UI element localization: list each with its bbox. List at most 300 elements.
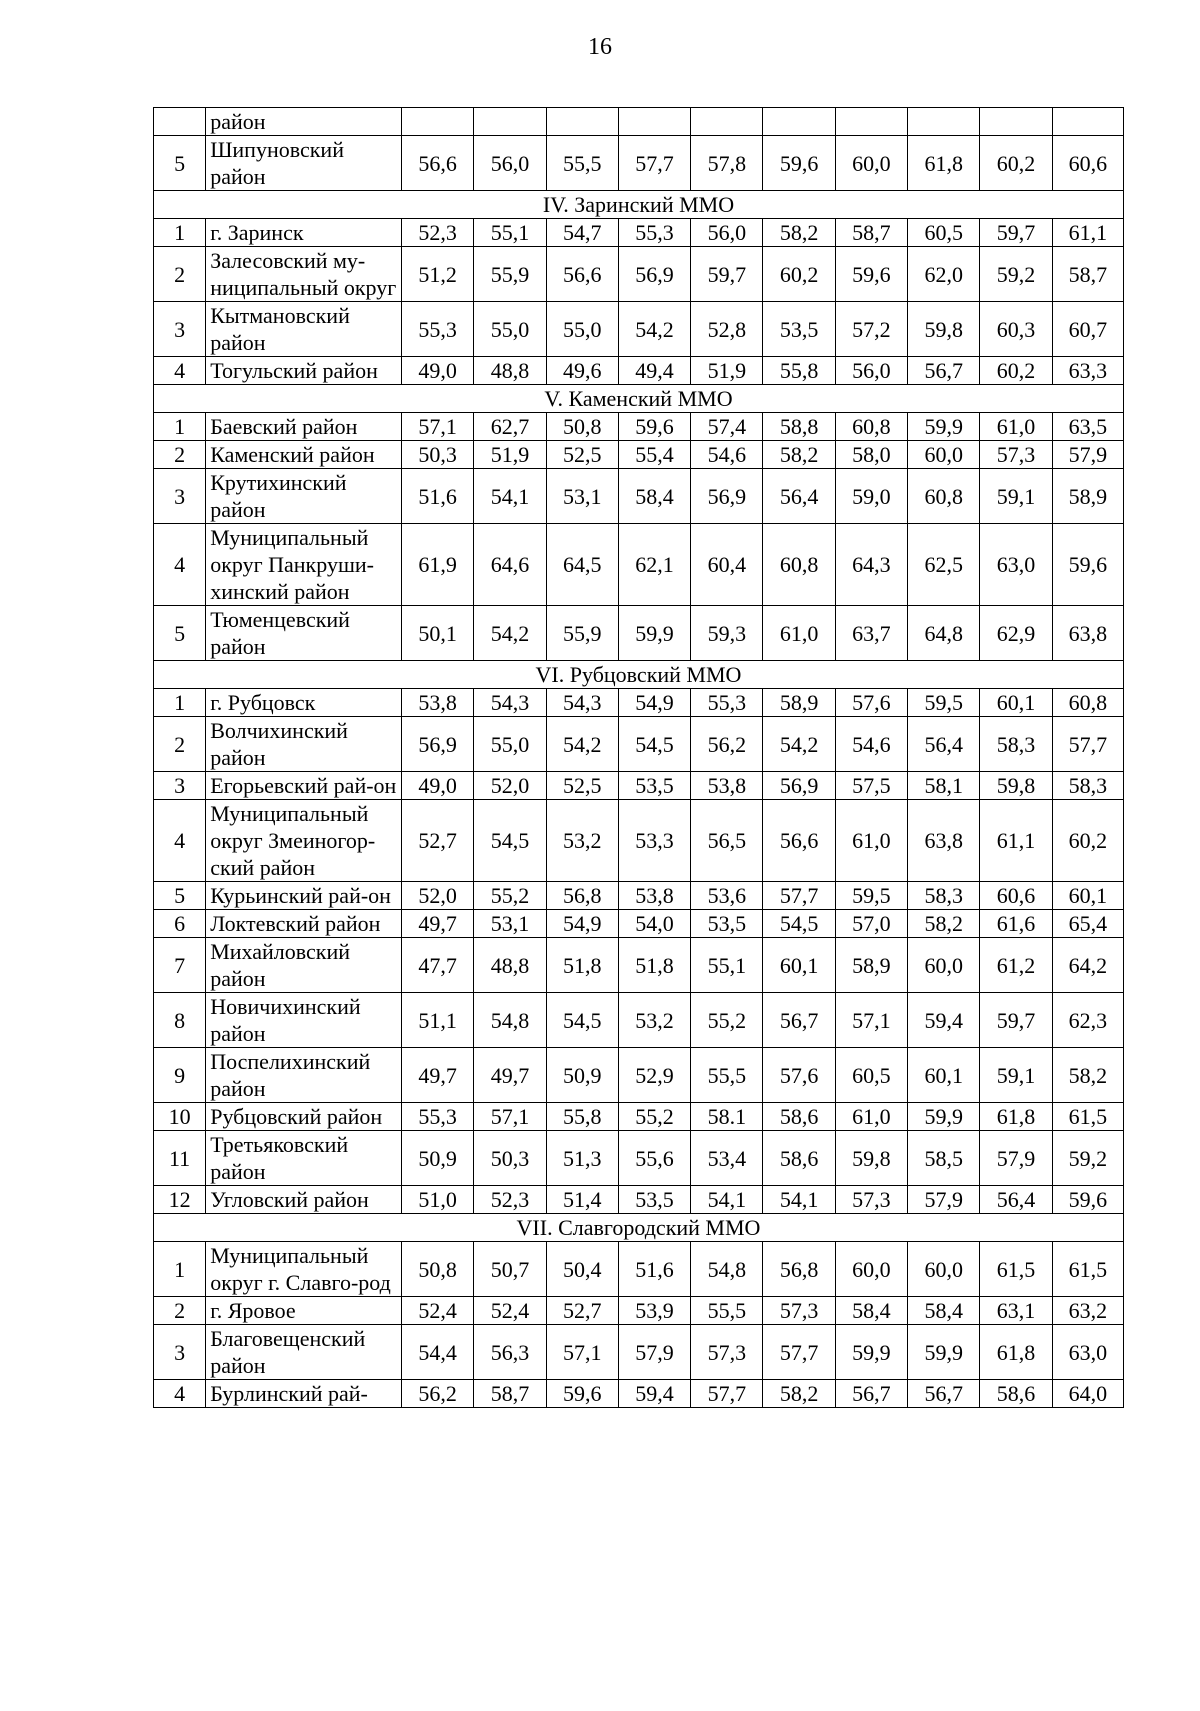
value-cell: 58,4 [618,469,690,524]
value-cell: 56,0 [835,357,907,385]
value-cell [618,108,690,136]
value-cell: 56,0 [691,219,763,247]
row-number: 8 [154,993,206,1048]
value-cell: 59,4 [908,993,980,1048]
table-row [154,357,1124,385]
value-cell: 54,2 [474,606,546,661]
table-row [154,606,1124,661]
value-cell [1052,108,1123,136]
value-cell: 59,9 [908,413,980,441]
value-cell: 51,3 [546,1131,618,1186]
value-cell: 62,9 [980,606,1052,661]
value-cell: 55,5 [546,136,618,191]
value-cell: 62,1 [618,524,690,606]
value-cell: 53,3 [618,800,690,882]
value-cell: 52,3 [402,219,474,247]
value-cell: 57,3 [980,441,1052,469]
value-cell: 55,3 [618,219,690,247]
table-row [154,938,1124,993]
value-cell: 62,5 [908,524,980,606]
value-cell: 55,8 [763,357,835,385]
district-name: Тогульский район [206,357,402,385]
value-cell: 55,0 [546,302,618,357]
value-cell: 56,2 [402,1380,474,1408]
row-number: 11 [154,1131,206,1186]
value-cell: 52,7 [402,800,474,882]
value-cell: 61,5 [1052,1103,1123,1131]
value-cell: 54,9 [546,910,618,938]
value-cell: 49,0 [402,357,474,385]
value-cell: 55,2 [691,993,763,1048]
section-title: VII. Славгородский ММО [154,1214,1124,1242]
value-cell: 53,1 [546,469,618,524]
value-cell: 59,0 [835,469,907,524]
value-cell: 60,1 [980,689,1052,717]
value-cell: 52,5 [546,772,618,800]
value-cell: 60,8 [908,469,980,524]
value-cell: 53,8 [618,882,690,910]
value-cell: 59,1 [980,1048,1052,1103]
row-number: 3 [154,469,206,524]
row-number: 1 [154,689,206,717]
value-cell: 55,2 [618,1103,690,1131]
value-cell: 61,8 [980,1325,1052,1380]
value-cell: 57,9 [1052,441,1123,469]
table-row [154,1380,1124,1408]
value-cell: 52,4 [474,1297,546,1325]
value-cell: 50,9 [546,1048,618,1103]
value-cell: 61,8 [980,1103,1052,1131]
value-cell: 50,9 [402,1131,474,1186]
value-cell: 59,9 [908,1325,980,1380]
district-name: Тюменцевский район [206,606,402,661]
row-number: 5 [154,136,206,191]
value-cell: 57,7 [763,1325,835,1380]
district-name: Баевский район [206,413,402,441]
value-cell: 56,8 [763,1242,835,1297]
value-cell: 57,0 [835,910,907,938]
section-row [154,191,1124,219]
value-cell: 63,1 [980,1297,1052,1325]
district-name: Рубцовский район [206,1103,402,1131]
value-cell: 62,0 [908,247,980,302]
value-cell: 53,5 [618,772,690,800]
value-cell [402,108,474,136]
value-cell: 58,3 [1052,772,1123,800]
district-name: Шипуновский район [206,136,402,191]
value-cell: 59,9 [618,606,690,661]
value-cell: 55,1 [474,219,546,247]
table-body [154,108,1124,1408]
value-cell: 55,3 [691,689,763,717]
value-cell: 57,8 [691,136,763,191]
table-row [154,302,1124,357]
value-cell [835,108,907,136]
value-cell: 49,7 [402,910,474,938]
section-row [154,1214,1124,1242]
row-number: 1 [154,219,206,247]
value-cell: 56,0 [474,136,546,191]
table-row [154,136,1124,191]
value-cell: 59,1 [980,469,1052,524]
value-cell: 61,5 [1052,1242,1123,1297]
table-row [154,1242,1124,1297]
value-cell: 54,9 [618,689,690,717]
value-cell: 59,6 [763,136,835,191]
table-row [154,413,1124,441]
value-cell: 54,6 [691,441,763,469]
page-number: 16 [588,34,612,60]
value-cell: 58.1 [691,1103,763,1131]
value-cell: 56,7 [908,1380,980,1408]
value-cell: 52,8 [691,302,763,357]
row-number: 3 [154,772,206,800]
row-number: 10 [154,1103,206,1131]
value-cell: 51,8 [618,938,690,993]
district-name: Курьинский рай-он [206,882,402,910]
value-cell: 63,2 [1052,1297,1123,1325]
value-cell: 59,6 [835,247,907,302]
value-cell: 61,0 [980,413,1052,441]
value-cell: 56,7 [835,1380,907,1408]
value-cell: 59,9 [908,1103,980,1131]
row-number: 5 [154,882,206,910]
value-cell: 50,3 [402,441,474,469]
value-cell: 52,0 [474,772,546,800]
value-cell: 56,7 [763,993,835,1048]
value-cell: 61,0 [835,800,907,882]
value-cell: 52,3 [474,1186,546,1214]
value-cell: 56,4 [763,469,835,524]
value-cell: 53,5 [618,1186,690,1214]
district-name: Муниципальный округ Панкруши-хинский район [206,524,402,606]
value-cell: 50,1 [402,606,474,661]
value-cell: 56,9 [691,469,763,524]
value-cell: 55,2 [474,882,546,910]
value-cell: 57,3 [691,1325,763,1380]
section-title: V. Каменский ММО [154,385,1124,413]
value-cell: 49,0 [402,772,474,800]
section-row [154,385,1124,413]
value-cell: 54,5 [763,910,835,938]
value-cell: 51,1 [402,993,474,1048]
value-cell: 59,7 [691,247,763,302]
value-cell: 56,6 [546,247,618,302]
value-cell: 61,5 [980,1242,1052,1297]
row-number: 1 [154,413,206,441]
value-cell: 58,2 [763,219,835,247]
value-cell: 59,6 [618,413,690,441]
value-cell: 57,2 [835,302,907,357]
value-cell: 56,4 [980,1186,1052,1214]
value-cell: 54,1 [474,469,546,524]
table-row [154,1186,1124,1214]
table-row [154,910,1124,938]
value-cell: 64,5 [546,524,618,606]
value-cell: 55,0 [474,302,546,357]
value-cell: 61,1 [1052,219,1123,247]
district-name: Благовещенский район [206,1325,402,1380]
value-cell: 56,8 [546,882,618,910]
value-cell: 55,0 [474,717,546,772]
row-number: 4 [154,800,206,882]
value-cell: 63,0 [980,524,1052,606]
value-cell [980,108,1052,136]
value-cell: 56,6 [763,800,835,882]
value-cell: 60,1 [908,1048,980,1103]
value-cell: 59,2 [1052,1131,1123,1186]
row-number: 2 [154,441,206,469]
value-cell: 53,2 [546,800,618,882]
table-row [154,800,1124,882]
value-cell: 51,8 [546,938,618,993]
value-cell: 53,9 [618,1297,690,1325]
value-cell: 60,4 [691,524,763,606]
district-name: Кытмановский район [206,302,402,357]
row-number: 2 [154,717,206,772]
value-cell: 57,7 [691,1380,763,1408]
value-cell: 50,3 [474,1131,546,1186]
value-cell: 61,6 [980,910,1052,938]
value-cell: 60,0 [835,136,907,191]
value-cell: 57,7 [618,136,690,191]
value-cell: 57,4 [691,413,763,441]
row-number: 9 [154,1048,206,1103]
value-cell: 60,0 [908,441,980,469]
value-cell: 57,6 [763,1048,835,1103]
value-cell: 58,6 [763,1131,835,1186]
value-cell: 57,1 [546,1325,618,1380]
value-cell: 57,9 [980,1131,1052,1186]
value-cell: 58,6 [980,1380,1052,1408]
district-name: Угловский район [206,1186,402,1214]
district-name: Каменский район [206,441,402,469]
value-cell: 64,8 [908,606,980,661]
value-cell: 57,7 [763,882,835,910]
value-cell: 59,2 [980,247,1052,302]
value-cell: 59,5 [835,882,907,910]
district-name: Залесовский му-ниципальный округ [206,247,402,302]
value-cell: 60,8 [1052,689,1123,717]
value-cell: 60,2 [980,136,1052,191]
value-cell: 58,9 [763,689,835,717]
value-cell: 57,7 [1052,717,1123,772]
value-cell: 56,3 [474,1325,546,1380]
table-row [154,689,1124,717]
value-cell: 48,8 [474,938,546,993]
value-cell: 60,0 [908,938,980,993]
value-cell: 56,6 [402,136,474,191]
value-cell: 58,7 [474,1380,546,1408]
table-row [154,247,1124,302]
value-cell: 55,5 [691,1297,763,1325]
value-cell: 60,8 [835,413,907,441]
value-cell: 52,4 [402,1297,474,1325]
value-cell: 65,4 [1052,910,1123,938]
value-cell: 55,6 [618,1131,690,1186]
district-name: Егорьевский рай-он [206,772,402,800]
value-cell: 59,8 [835,1131,907,1186]
value-cell: 60,6 [1052,136,1123,191]
district-name: Муниципальный округ Змеиногор-ский район [206,800,402,882]
value-cell [763,108,835,136]
section-title: VI. Рубцовский ММО [154,661,1124,689]
value-cell: 50,8 [402,1242,474,1297]
value-cell: 56,9 [618,247,690,302]
value-cell: 58,0 [835,441,907,469]
value-cell: 52,9 [618,1048,690,1103]
value-cell: 59,9 [835,1325,907,1380]
value-cell: 57,5 [835,772,907,800]
value-cell: 59,4 [618,1380,690,1408]
district-name: Новичихинский район [206,993,402,1048]
row-number: 5 [154,606,206,661]
value-cell: 56,9 [763,772,835,800]
value-cell: 59,5 [908,689,980,717]
value-cell: 52,5 [546,441,618,469]
value-cell: 64,0 [1052,1380,1123,1408]
value-cell: 55,8 [546,1103,618,1131]
row-number: 4 [154,1380,206,1408]
value-cell: 56,5 [691,800,763,882]
value-cell: 63,3 [1052,357,1123,385]
row-number: 2 [154,247,206,302]
value-cell: 53,5 [763,302,835,357]
value-cell: 60,2 [980,357,1052,385]
value-cell: 56,7 [908,357,980,385]
value-cell: 54,2 [763,717,835,772]
row-number [154,108,206,136]
value-cell: 54,5 [618,717,690,772]
value-cell: 60,3 [980,302,1052,357]
value-cell: 54,6 [835,717,907,772]
value-cell: 53,6 [691,882,763,910]
value-cell: 48,8 [474,357,546,385]
value-cell: 59,3 [691,606,763,661]
value-cell: 58,2 [1052,1048,1123,1103]
value-cell: 60,2 [763,247,835,302]
value-cell: 51,9 [474,441,546,469]
value-cell: 49,7 [402,1048,474,1103]
value-cell: 47,7 [402,938,474,993]
value-cell: 61,0 [763,606,835,661]
value-cell: 59,7 [980,993,1052,1048]
value-cell [908,108,980,136]
value-cell: 57,1 [402,413,474,441]
row-number: 3 [154,302,206,357]
value-cell: 51,0 [402,1186,474,1214]
row-number: 2 [154,1297,206,1325]
district-name: Третьяковский район [206,1131,402,1186]
value-cell: 63,7 [835,606,907,661]
value-cell: 54,1 [763,1186,835,1214]
value-cell: 54,7 [546,219,618,247]
value-cell: 64,2 [1052,938,1123,993]
district-name: Михайловский район [206,938,402,993]
value-cell: 58,2 [908,910,980,938]
table-row [154,1325,1124,1380]
value-cell: 58,4 [908,1297,980,1325]
value-cell: 51,6 [618,1242,690,1297]
value-cell: 54,2 [546,717,618,772]
value-cell: 57,3 [763,1297,835,1325]
value-cell: 61,8 [908,136,980,191]
value-cell: 61,0 [835,1103,907,1131]
district-name: Муниципальный округ г. Славго-род [206,1242,402,1297]
value-cell: 62,3 [1052,993,1123,1048]
value-cell: 49,6 [546,357,618,385]
value-cell: 58,7 [1052,247,1123,302]
value-cell: 58,6 [763,1103,835,1131]
table-row [154,469,1124,524]
value-cell: 64,3 [835,524,907,606]
table-row [154,219,1124,247]
value-cell: 59,6 [1052,1186,1123,1214]
district-name: район [206,108,402,136]
value-cell: 50,4 [546,1242,618,1297]
district-name: г. Яровое [206,1297,402,1325]
value-cell: 54,5 [546,993,618,1048]
value-cell: 58,8 [763,413,835,441]
district-name: г. Заринск [206,219,402,247]
value-cell: 63,0 [1052,1325,1123,1380]
value-cell: 49,4 [618,357,690,385]
table-row [154,717,1124,772]
value-cell: 59,6 [546,1380,618,1408]
value-cell: 61,2 [980,938,1052,993]
row-number: 12 [154,1186,206,1214]
table-row [154,108,1124,136]
value-cell: 60,7 [1052,302,1123,357]
district-name: г. Рубцовск [206,689,402,717]
value-cell: 53,8 [691,772,763,800]
value-cell: 55,3 [402,1103,474,1131]
value-cell: 54,4 [402,1325,474,1380]
value-cell: 54,5 [474,800,546,882]
value-cell: 52,7 [546,1297,618,1325]
table-row [154,882,1124,910]
value-cell: 60,0 [835,1242,907,1297]
value-cell: 60,2 [1052,800,1123,882]
value-cell: 55,9 [546,606,618,661]
value-cell: 58,3 [980,717,1052,772]
district-name: Крутихинский район [206,469,402,524]
value-cell: 53,2 [618,993,690,1048]
value-cell: 54,3 [474,689,546,717]
value-cell: 54,8 [474,993,546,1048]
value-cell: 56,4 [908,717,980,772]
value-cell: 61,1 [980,800,1052,882]
value-cell: 60,6 [980,882,1052,910]
value-cell: 56,9 [402,717,474,772]
section-row [154,661,1124,689]
value-cell: 57,6 [835,689,907,717]
row-number: 6 [154,910,206,938]
value-cell: 55,3 [402,302,474,357]
table-row [154,1131,1124,1186]
value-cell: 63,5 [1052,413,1123,441]
statistics-table [153,107,1124,1408]
value-cell: 53,5 [691,910,763,938]
table-row [154,1297,1124,1325]
district-name: Локтевский район [206,910,402,938]
district-name: Волчихинский район [206,717,402,772]
value-cell: 55,1 [691,938,763,993]
table-row [154,524,1124,606]
table-row [154,1048,1124,1103]
value-cell: 50,7 [474,1242,546,1297]
value-cell: 58,1 [908,772,980,800]
